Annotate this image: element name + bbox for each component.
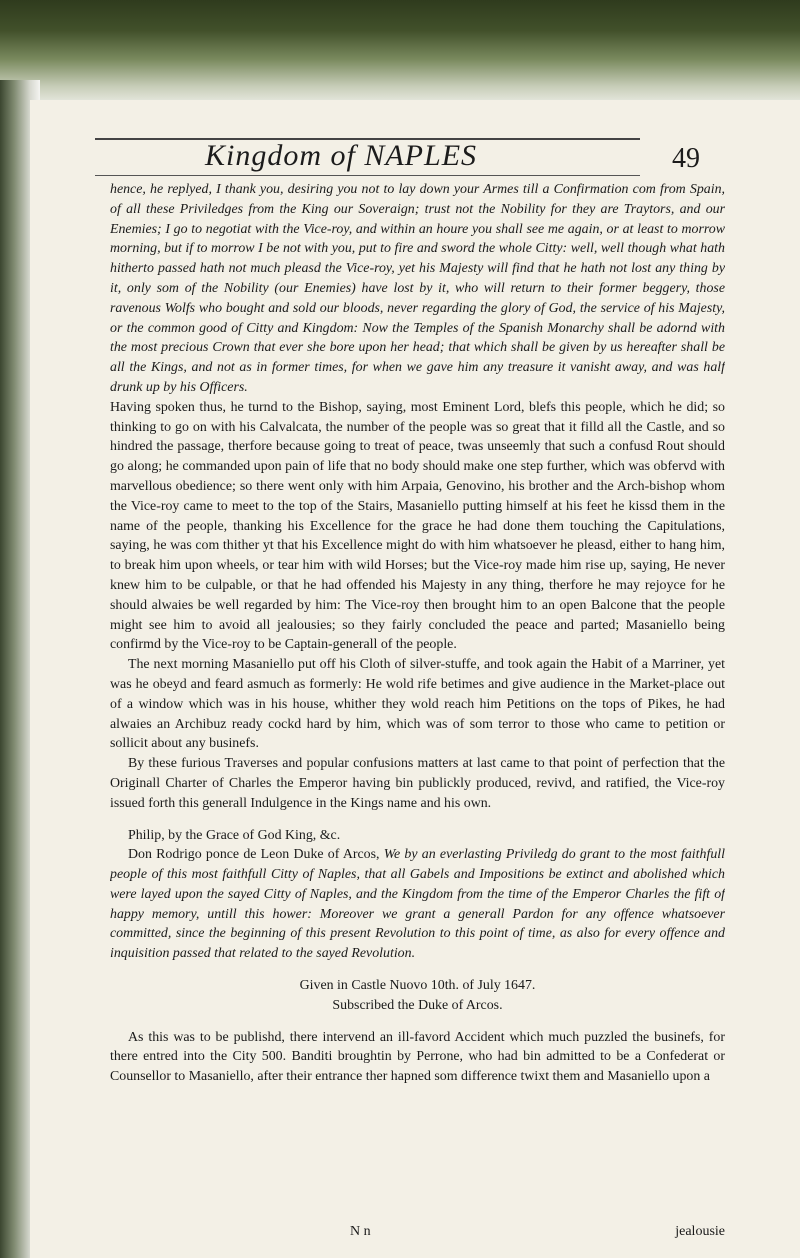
- paragraph-bishop: Having spoken thus, he turnd to the Bishop, saying, most Eminent Lord, blefs this people, which he did; so thinking to go on with his Calvalcata, the number of the people was so great that it filld all the Castle, and so hindred the passage, therfore because going to treat of peace, twas unseemly that such a confusd Rout should go along; he commanded upon pain of life that no body should make one step further, which was obfervd with marvellous obedience; so there went only with him Arpaia, Genovino, his brother and the Arch-bishop whom the Vice-roy came to meet to the top of the Stairs, Masaniello putting himself at his feet he kissd them in the name of the people, thanking his Excellence for the grace he had done them touching the Capitulations, saying, he was com thither yt that his Excellence might do with him whatsoever he pleasd, either to hang him, to break him upon wheels, or tear him with wild Horses; but the Vice-roy made him rise up, saying, He never knew him to be culpable, or that he had offended his Majesty in any thing, therfore he may rejoyce for he should alwaies be well regarded by him: The Vice-roy then brought him to an open Balcone that the people might see him to avoid all jealousies; so they fairly concluded the peace and parted; Masaniello being confirmd by the Vice-roy to be Captain-generall of the people.: [110, 399, 725, 653]
- body-text: [110, 180, 725, 1220]
- header-rule-lower: [95, 175, 640, 176]
- paragraph-banditi: As this was to be publishd, there intervend an ill-favord Accident which much puzzled the businefs, for there entred into the City 500. Banditi broughtin by Perrone, who had bin admitted to be a Confederat or Counsellor to Masaniello, after their entrance ther hapned som difference twixt them and Masaniello upon a: [110, 1029, 725, 1085]
- paragraph-traverses: By these furious Traverses and popular confusions matters at last came to that point of perfection that the Originall Charter of Charles the Emperor having bin publickly produced, revivd, and ratified, the Vice-roy issued forth this generall Indulgence in the Kings name and his own.: [110, 756, 725, 811]
- proclamation-heading: Philip, by the Grace of God King, &c.: [128, 827, 341, 843]
- paragraph-speech: hence, he replyed, I thank you, desiring you not to lay down your Armes till a Confirmation com from Spain, of all these Priviledges from the King our Soveraign; trust not the Nobility for they are Traytors, and our Enemies; I go to negotiat with the Vice-roy, and within an houre you shall see me again, or at least to morrow morning, but if to morrow I be not with you, put to fire and sword the whole Citty: well, well though what hath hitherto passed hath not much pleasd the Vice-roy, yet his Majesty will find that he hath not lost any thing by it, only som of the Nobility (our Enemies) have lost by it, who will return to their former beggery, those ravenous Wolfs who bought and sold our bloods, never regarding the glory of God, the service of his Majesty, or the common good of Citty and Kingdom: Now the Temples of the Spanish Monarchy shall be adornd with the most precious Crown that ever she bore upon her head; that which shall be given by us hereafter shall be all the Kings, and not as in former times, for when we gave him any treasure it vanisht away, and was half drunk up by his Officers.: [110, 182, 725, 395]
- scan-margin-top: [0, 0, 800, 108]
- running-title: Kingdom of NAPLES: [205, 139, 478, 172]
- paragraph-next-morning: The next morning Masaniello put off his Cloth of silver-stuffe, and took again the Habit of a Marriner, yet was he obeyd and feard asmuch as formerly: He wold rife betimes and give audience in the Market-place out of a window which was in his house, whither they wold reach him Petitions on the tops of Pikes, he had alwaies an Archibuz ready cockd hard by him, which was of som terror to those who came to petition or sollicit about any businefs.: [110, 657, 725, 752]
- proclamation-signature: Subscribed the Duke of Arcos.: [332, 997, 503, 1013]
- page-number: 49: [672, 143, 700, 174]
- catchword: jealousie: [675, 1224, 725, 1239]
- signature-mark: N n: [350, 1224, 371, 1239]
- proclamation-date: Given in Castle Nuovo 10th. of July 1647.: [299, 978, 536, 994]
- proclamation-text: [110, 845, 725, 964]
- proclamation-body: We by an everlasting Priviledg do grant to the most faithfull people of this most faithfull Citty of Naples, that all Gabels and Impositions be extinct and abolished which were layed upon the sayed Citty of Naples, and the Kingdom from the time of the Emperor Charles the fift of happy memory, untill this hower: Moreover we grant a generall Pardon for any offence whatsoever committed, since the beginning of this present Revolution to this point of time, as also for every offence and inquisition passed that related to the sayed Revolution.: [110, 847, 725, 962]
- page-footer: [110, 1222, 725, 1242]
- proclamation-lead: Don Rodrigo ponce de Leon Duke of Arcos,: [128, 847, 384, 863]
